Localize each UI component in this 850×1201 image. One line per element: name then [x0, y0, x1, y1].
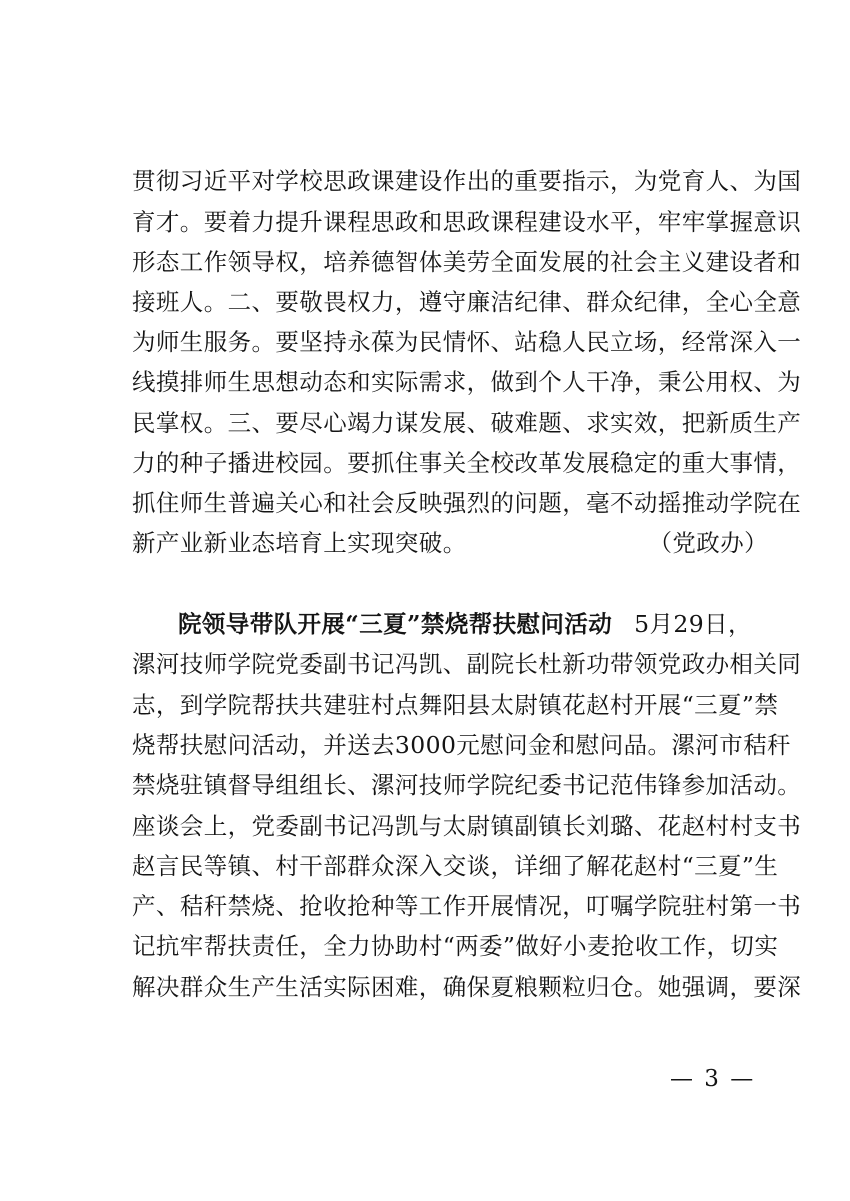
paragraph-line: 为师生服务。要坚持永葆为民情怀、站稳人民立场，经常深入一 — [132, 328, 802, 356]
article-source: （党政办） — [648, 529, 768, 557]
article-title: 院领导带队开展“三夏”禁烧帮扶慰问活动 — [178, 610, 613, 638]
paragraph-line: 线摸排师生思想动态和实际需求，做到个人干净，秉公用权、为 — [132, 368, 802, 396]
paragraph-line: 接班人。二、要敬畏权力，遵守廉洁纪律、群众纪律，全心全意 — [132, 288, 802, 316]
page-number: — 3 — — [670, 1066, 756, 1092]
paragraph-line: 产、秸秆禁烧、抢收抢种等工作开展情况，叮嘱学院驻村第一书 — [132, 892, 802, 920]
paragraph-line: 记抗牢帮扶责任，全力协助村“两委”做好小麦抢收工作，切实 — [132, 932, 779, 960]
paragraph-line: 漯河技师学院党委副书记冯凯、副院长杜新功带领党政办相关同 — [132, 650, 802, 678]
paragraph-line: 形态工作领导权，培养德智体美劳全面发展的社会主义建设者和 — [132, 248, 802, 276]
article-date: 5月29日， — [634, 610, 752, 638]
paragraph-line: 志，到学院帮扶共建驻村点舞阳县太尉镇花赵村开展“三夏”禁 — [132, 691, 779, 719]
paragraph-line: 育才。要着力提升课程思政和思政课程建设水平，牢牢掌握意识 — [132, 208, 802, 236]
paragraph-line: 贯彻习近平对学校思政课建设作出的重要指示，为党育人、为国 — [132, 167, 802, 195]
paragraph-line: 力的种子播进校园。要抓住事关全校改革发展稳定的重大事情， — [132, 449, 802, 477]
paragraph-line: 新产业新业态培育上实现突破。 — [132, 529, 467, 557]
paragraph-line: 禁烧驻镇督导组组长、漯河技师学院纪委书记范伟锋参加活动。 — [132, 771, 802, 799]
paragraph-line: 赵言民等镇、村干部群众深入交谈，详细了解花赵村“三夏”生 — [132, 852, 779, 880]
article-heading-line — [178, 609, 768, 639]
paragraph-line: 烧帮扶慰问活动，并送去3000元慰问金和慰问品。漯河市秸秆 — [132, 731, 791, 759]
paragraph-line: 民掌权。三、要尽心竭力谋发展、破难题、求实效，把新质生产 — [132, 409, 802, 437]
paragraph-line: 解决群众生产生活实际困难，确保夏粮颗粒归仓。她强调，要深 — [132, 973, 802, 1001]
paragraph-line: 座谈会上，党委副书记冯凯与太尉镇副镇长刘璐、花赵村村支书 — [132, 812, 802, 840]
paragraph-line: 抓住师生普遍关心和社会反映强烈的问题，毫不动摇推动学院在 — [132, 489, 802, 517]
